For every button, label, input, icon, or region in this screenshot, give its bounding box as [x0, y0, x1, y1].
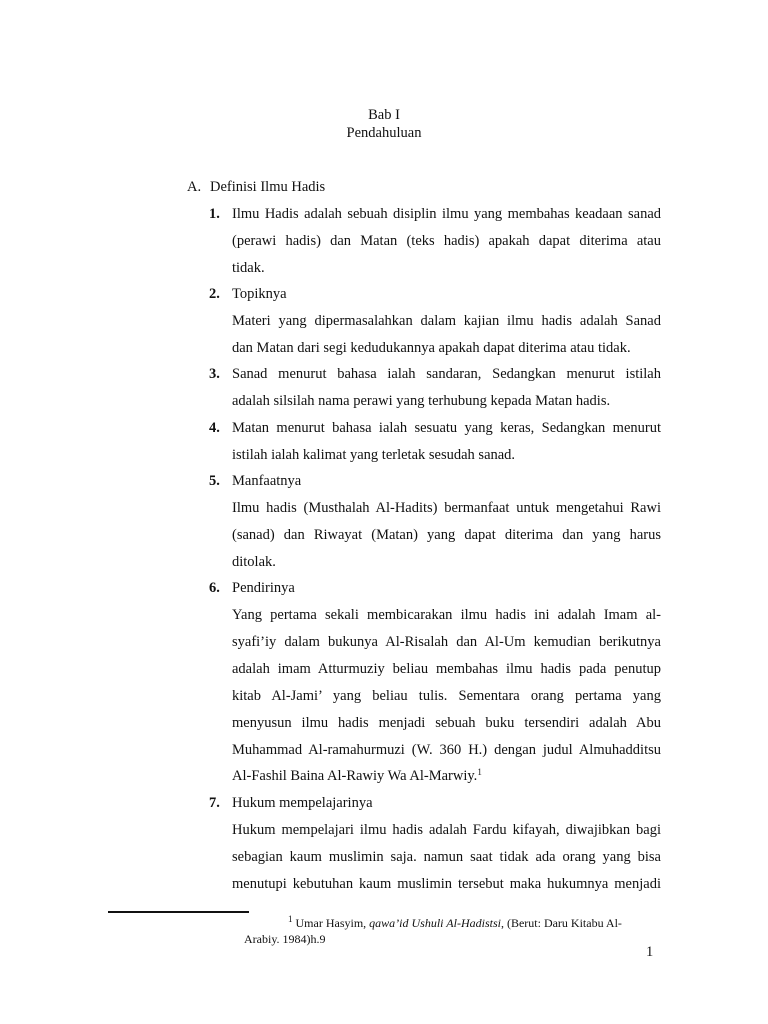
item-text-line: tidak. — [232, 260, 265, 276]
section-title: Definisi Ilmu Hadis — [210, 179, 326, 195]
item-text-line: Materi yang dipermasalahkan dalam kajian ilmu hadis adalah Sanad — [232, 313, 661, 329]
footnote-reference[interactable]: 1 — [477, 767, 482, 777]
footnote-publisher: , (Berut: Daru Kitabu Al- — [500, 916, 622, 930]
item-text-line: dan Matan dari segi kedudukannya apakah dapat diterima atau tidak. — [232, 340, 631, 356]
item-text-line: Yang pertama sekali membicarakan ilmu hadis ini adalah Imam al- — [232, 607, 661, 623]
item-text-line — [232, 766, 661, 786]
item-text-line: menyusun ilmu hadis menjadi sebuah buku tersendiri adalah Abu — [232, 715, 661, 731]
item-text-line: Muhammad Al-ramahurmuzi (W. 360 H.) dengan judul Almuhadditsu — [232, 742, 661, 758]
chapter-label: Bab I — [368, 107, 400, 123]
item-text-line: menutupi kebutuhan kaum muslimin tersebut maka hukumnya menjadi — [232, 876, 661, 892]
page-number: 1 — [646, 944, 654, 960]
item-text-line-content: Al-Fashil Baina Al-Rawiy Wa Al-Marwiy. — [232, 768, 478, 784]
item-number: 5. — [209, 473, 220, 489]
item-number: 2. — [209, 286, 220, 302]
item-text-line: adalah imam Atturmuziy beliau membahas ilmu hadis pada penutup — [232, 661, 661, 677]
item-text-line: Ilmu Hadis adalah sebuah disiplin ilmu yang membahas keadaan sanad — [232, 206, 661, 222]
item-text-line: ditolak. — [232, 554, 276, 570]
item-text-line: kitab Al-Jami’ yang beliau tulis. Sementara orang pertama yang — [232, 688, 661, 704]
item-text-line: syafi’iy dalam bukunya Al-Risalah dan Al-Um kemudian berikutnya — [232, 634, 661, 650]
item-text-line: (sanad) dan Riwayat (Matan) yang dapat diterima dan yang harus — [232, 527, 661, 543]
item-number: 1. — [209, 206, 220, 222]
footnote-line — [288, 915, 622, 931]
footnote-line-2: Arabiy. 1984)h.9 — [244, 932, 326, 946]
footnote-author: Umar Hasyim, — [295, 916, 370, 930]
section-letter: A. — [187, 179, 202, 195]
item-heading: Hukum mempelajarinya — [232, 795, 373, 811]
item-heading: Pendirinya — [232, 580, 295, 596]
item-text-line: Hukum mempelajari ilmu hadis adalah Fardu kifayah, diwajibkan bagi — [232, 822, 661, 838]
item-text-line: sebagian kaum muslimin saja. namun saat tidak ada orang yang bisa — [232, 849, 661, 865]
item-text-line: adalah silsilah nama perawi yang terhubung kepada Matan hadis. — [232, 393, 611, 409]
item-text-line: Matan menurut bahasa ialah sesuatu yang keras, Sedangkan menurut — [232, 420, 661, 436]
item-text-line: istilah ialah kalimat yang terletak sesudah sanad. — [232, 447, 516, 463]
footnote-separator — [108, 911, 249, 913]
item-number: 4. — [209, 420, 220, 436]
item-number: 7. — [209, 795, 220, 811]
item-text-line: (perawi hadis) dan Matan (teks hadis) apakah dapat diterima atau — [232, 233, 661, 249]
footnote-book-title: qawa’id Ushuli Al-Hadistsi — [369, 916, 501, 930]
item-text-line: Sanad menurut bahasa ialah sandaran, Sedangkan menurut istilah — [232, 366, 661, 382]
item-number: 3. — [209, 366, 220, 382]
item-heading: Manfaatnya — [232, 473, 302, 489]
chapter-title: Pendahuluan — [346, 125, 422, 141]
item-number: 6. — [209, 580, 220, 596]
item-text-line: Ilmu hadis (Musthalah Al-Hadits) bermanfaat untuk mengetahui Rawi — [232, 500, 661, 516]
item-heading: Topiknya — [232, 286, 287, 302]
footnote-mark: 1 — [288, 914, 293, 924]
